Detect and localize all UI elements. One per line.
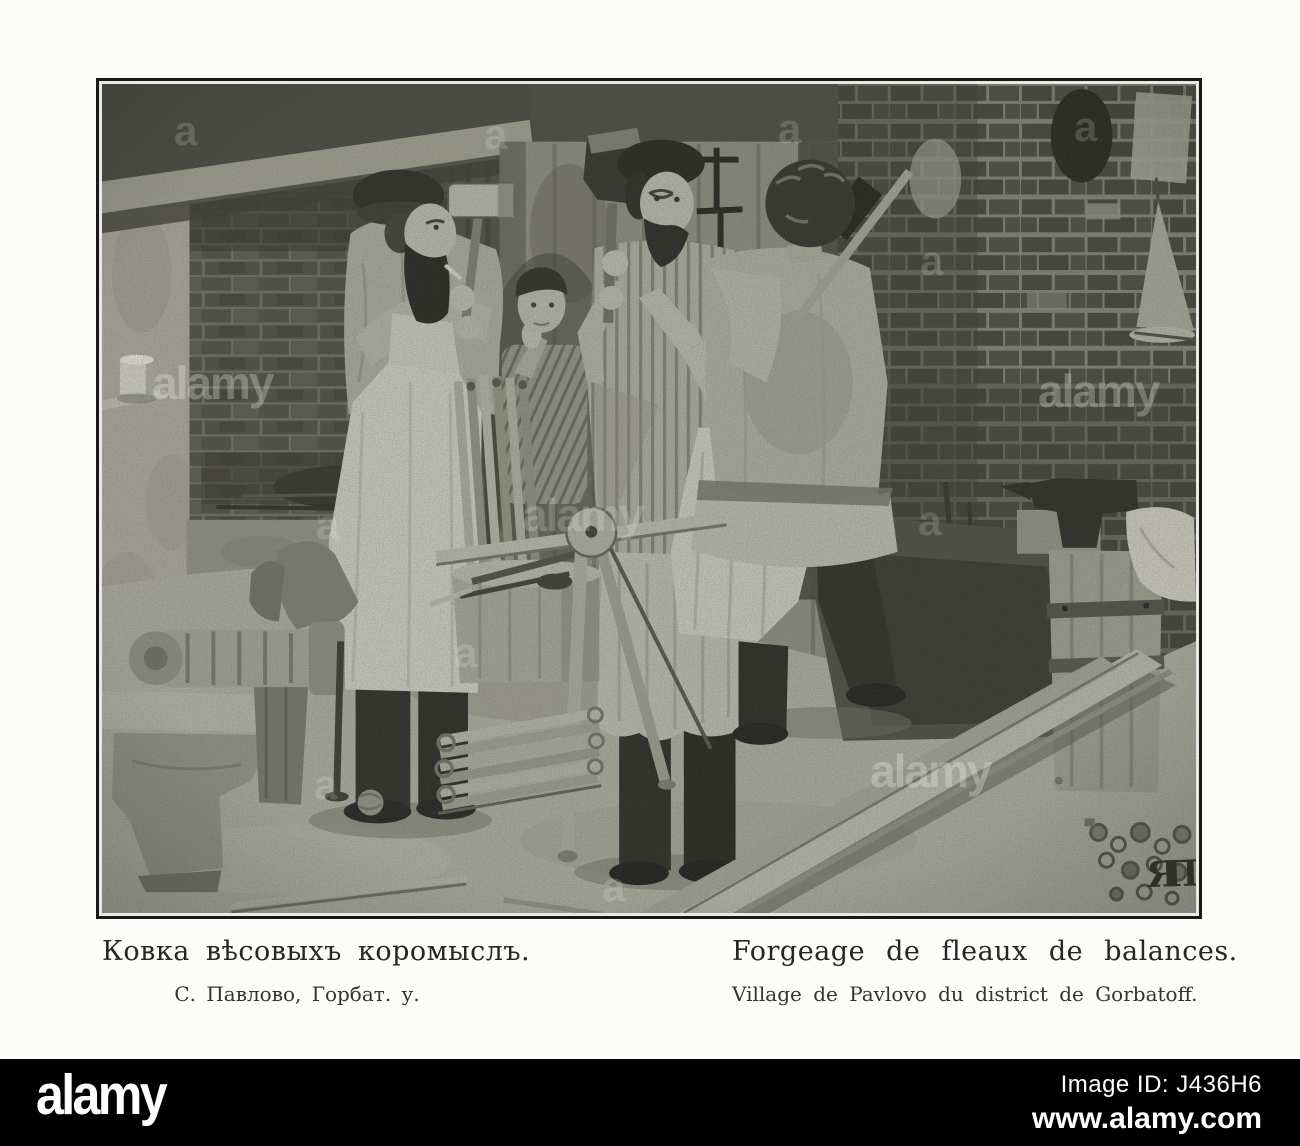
caption-french-subtitle: Village de Pavlovo du district de Gorbatoff. [732, 982, 1198, 1006]
caption-french-title: Forgeage de fleaux de balances. [732, 936, 1238, 967]
alamy-watermark: alamy [152, 357, 273, 409]
caption-french [732, 936, 1238, 1006]
forge-photograph [102, 84, 1196, 913]
footer-info [1032, 1071, 1262, 1136]
image-id-label: Image ID: J436H6 [1060, 1071, 1262, 1098]
alamy-watermark: alamy [1038, 365, 1159, 417]
forge-scene-illustration [102, 84, 1196, 913]
caption-russian-title: Ковка вѣсовыхъ коромыслъ. [102, 936, 531, 967]
alamy-watermark: alamy [870, 745, 991, 797]
caption-russian-subtitle: С. Павлово, Горбат. у. [174, 982, 420, 1006]
alamy-url: www.alamy.com [1031, 1102, 1262, 1135]
photograph-frame [96, 78, 1202, 919]
caption-russian [102, 936, 531, 1006]
alamy-footer-bar [0, 1059, 1300, 1146]
alamy-logo: alamy [36, 1063, 166, 1127]
